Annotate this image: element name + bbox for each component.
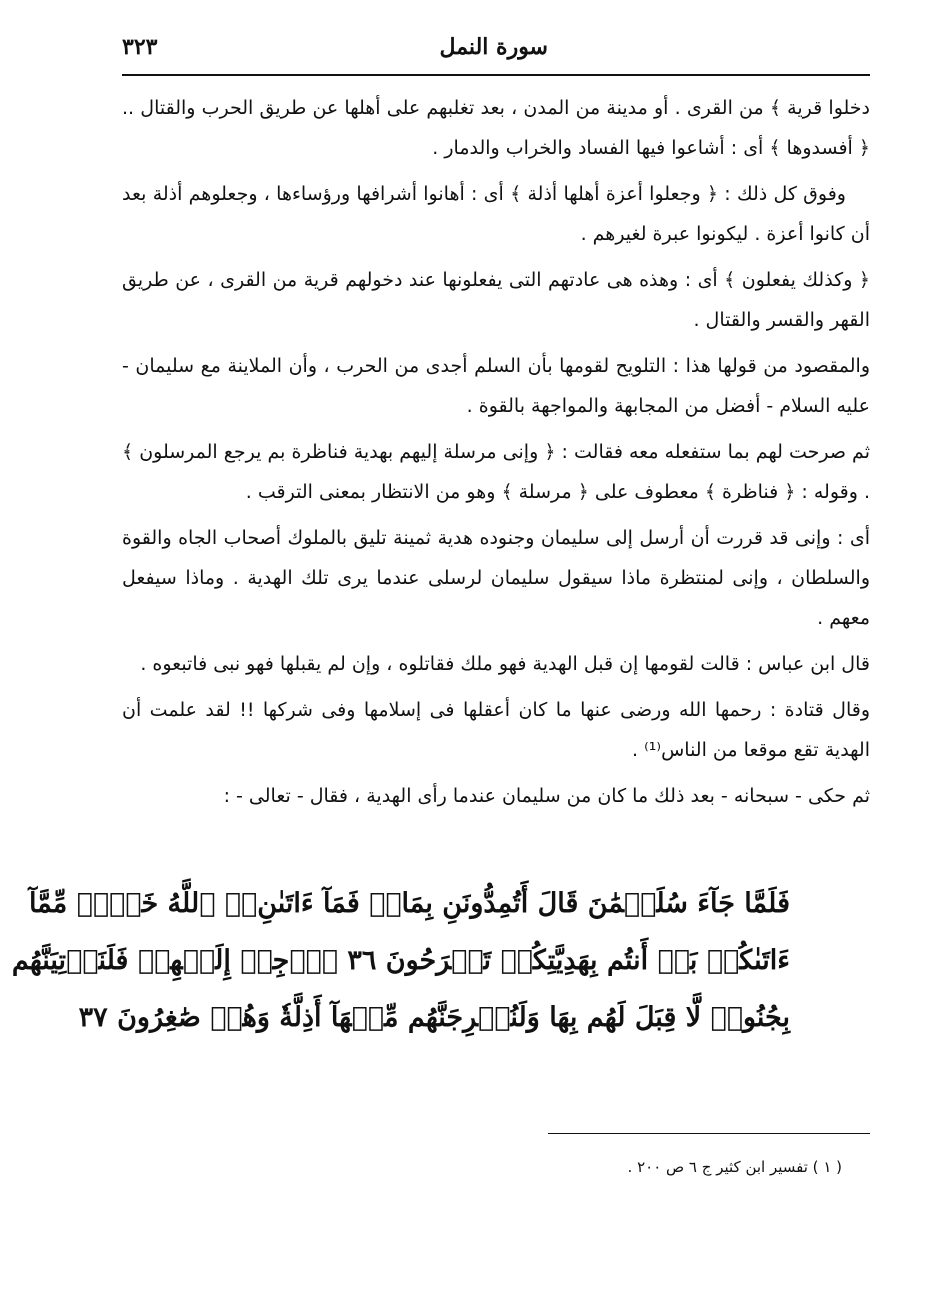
paragraph: والمقصود من قولها هذا : التلويح لقومها بأن السلم أجدى من الحرب ، وأن الملاينة مع سليمان - عليه السلام - أفضل من المجابهة والمواجهة بالقوة . — [122, 355, 870, 417]
page-header — [122, 30, 870, 76]
quran-verses — [11, 875, 790, 1046]
paragraph: وقال قتادة : رحمها الله ورضى عنها ما كان أعقلها فى إسلامها وفى شركها !! لقد علمت أن الهدية تقع موقعا من الناس⁽¹⁾ . — [122, 699, 870, 761]
paragraph: ثم حكى - سبحانه - بعد ذلك ما كان من سليمان عندما رأى الهدية ، فقال - تعالى - : — [223, 785, 870, 807]
quran-line: ءَاتَىٰكُمۚ بَلۡ أَنتُم بِهَدِيَّتِكُمۡ تَفۡرَحُونَ ٣٦ ٱرۡجِعۡ إِلَيۡهِمۡ فَلَنَأۡتِيَنَّهُم — [11, 945, 790, 976]
paragraph: دخلوا قرية ﴾ من القرى . أو مدينة من المدن ، بعد تغلبهم على أهلها عن طريق الحرب والقتال .. ﴿ أفسدوها ﴾ أى : أشاعوا فيها الفساد والخراب والدمار . — [122, 97, 870, 159]
quran-line: بِجُنُودٖ لَّا قِبَلَ لَهُم بِهَا وَلَنُخۡرِجَنَّهُم مِّنۡهَآ أَذِلَّةٗ وَهُمۡ صَٰغِرُونَ ٣٧ — [78, 1002, 790, 1033]
surah-title: سورة النمل — [439, 34, 548, 60]
paragraph: قال ابن عباس : قالت لقومها إن قبل الهدية فهو ملك فقاتلوه ، وإن لم يقبلها فهو نبى فاتبعوه . — [140, 653, 870, 675]
footnote: ( ١ ) تفسير ابن كثير ج ٦ ص ٢٠٠ . — [627, 1158, 842, 1176]
footnote-divider — [548, 1133, 870, 1134]
quran-line: فَلَمَّا جَآءَ سُلَيۡمَٰنَ قَالَ أَتُمِدُّونَنِ بِمَالٖ فَمَآ ءَاتَىٰنِۦَ ٱللَّهُ خَيۡرٞ مِّمَّآ — [28, 888, 790, 919]
paragraph: أى : وإنى قد قررت أن أرسل إلى سليمان وجنوده هدية ثمينة تليق بالملوك أصحاب الجاه والقوة والسلطان ، وإنى لمنتظرة ماذا سيقول سليمان لرسلى عندما يرى تلك الهدية . وماذا سيفعل معهم . — [122, 527, 870, 629]
paragraph: وفوق كل ذلك : ﴿ وجعلوا أعزة أهلها أذلة ﴾ أى : أهانوا أشرافها ورؤساءها ، وجعلوهم أذلة بعد أن كانوا أعزة . ليكونوا عبرة لغيرهم . — [122, 183, 870, 245]
paragraph: ثم صرحت لهم بما ستفعله معه فقالت : ﴿ وإنى مرسلة إليهم بهدية فناظرة بم يرجع المرسلون ﴾ . وقوله : ﴿ فناظرة ﴾ معطوف على ﴿ مرسلة ﴾ وهو من الانتظار بمعنى الترقب . — [122, 441, 870, 503]
paragraph: ﴿ وكذلك يفعلون ﴾ أى : وهذه هى عادتهم التى يفعلونها عند دخولهم قرية من القرى ، عن طريق القهر والقسر والقتال . — [122, 269, 870, 331]
page-number: ٣٢٣ — [122, 34, 158, 60]
commentary-text — [122, 88, 870, 822]
